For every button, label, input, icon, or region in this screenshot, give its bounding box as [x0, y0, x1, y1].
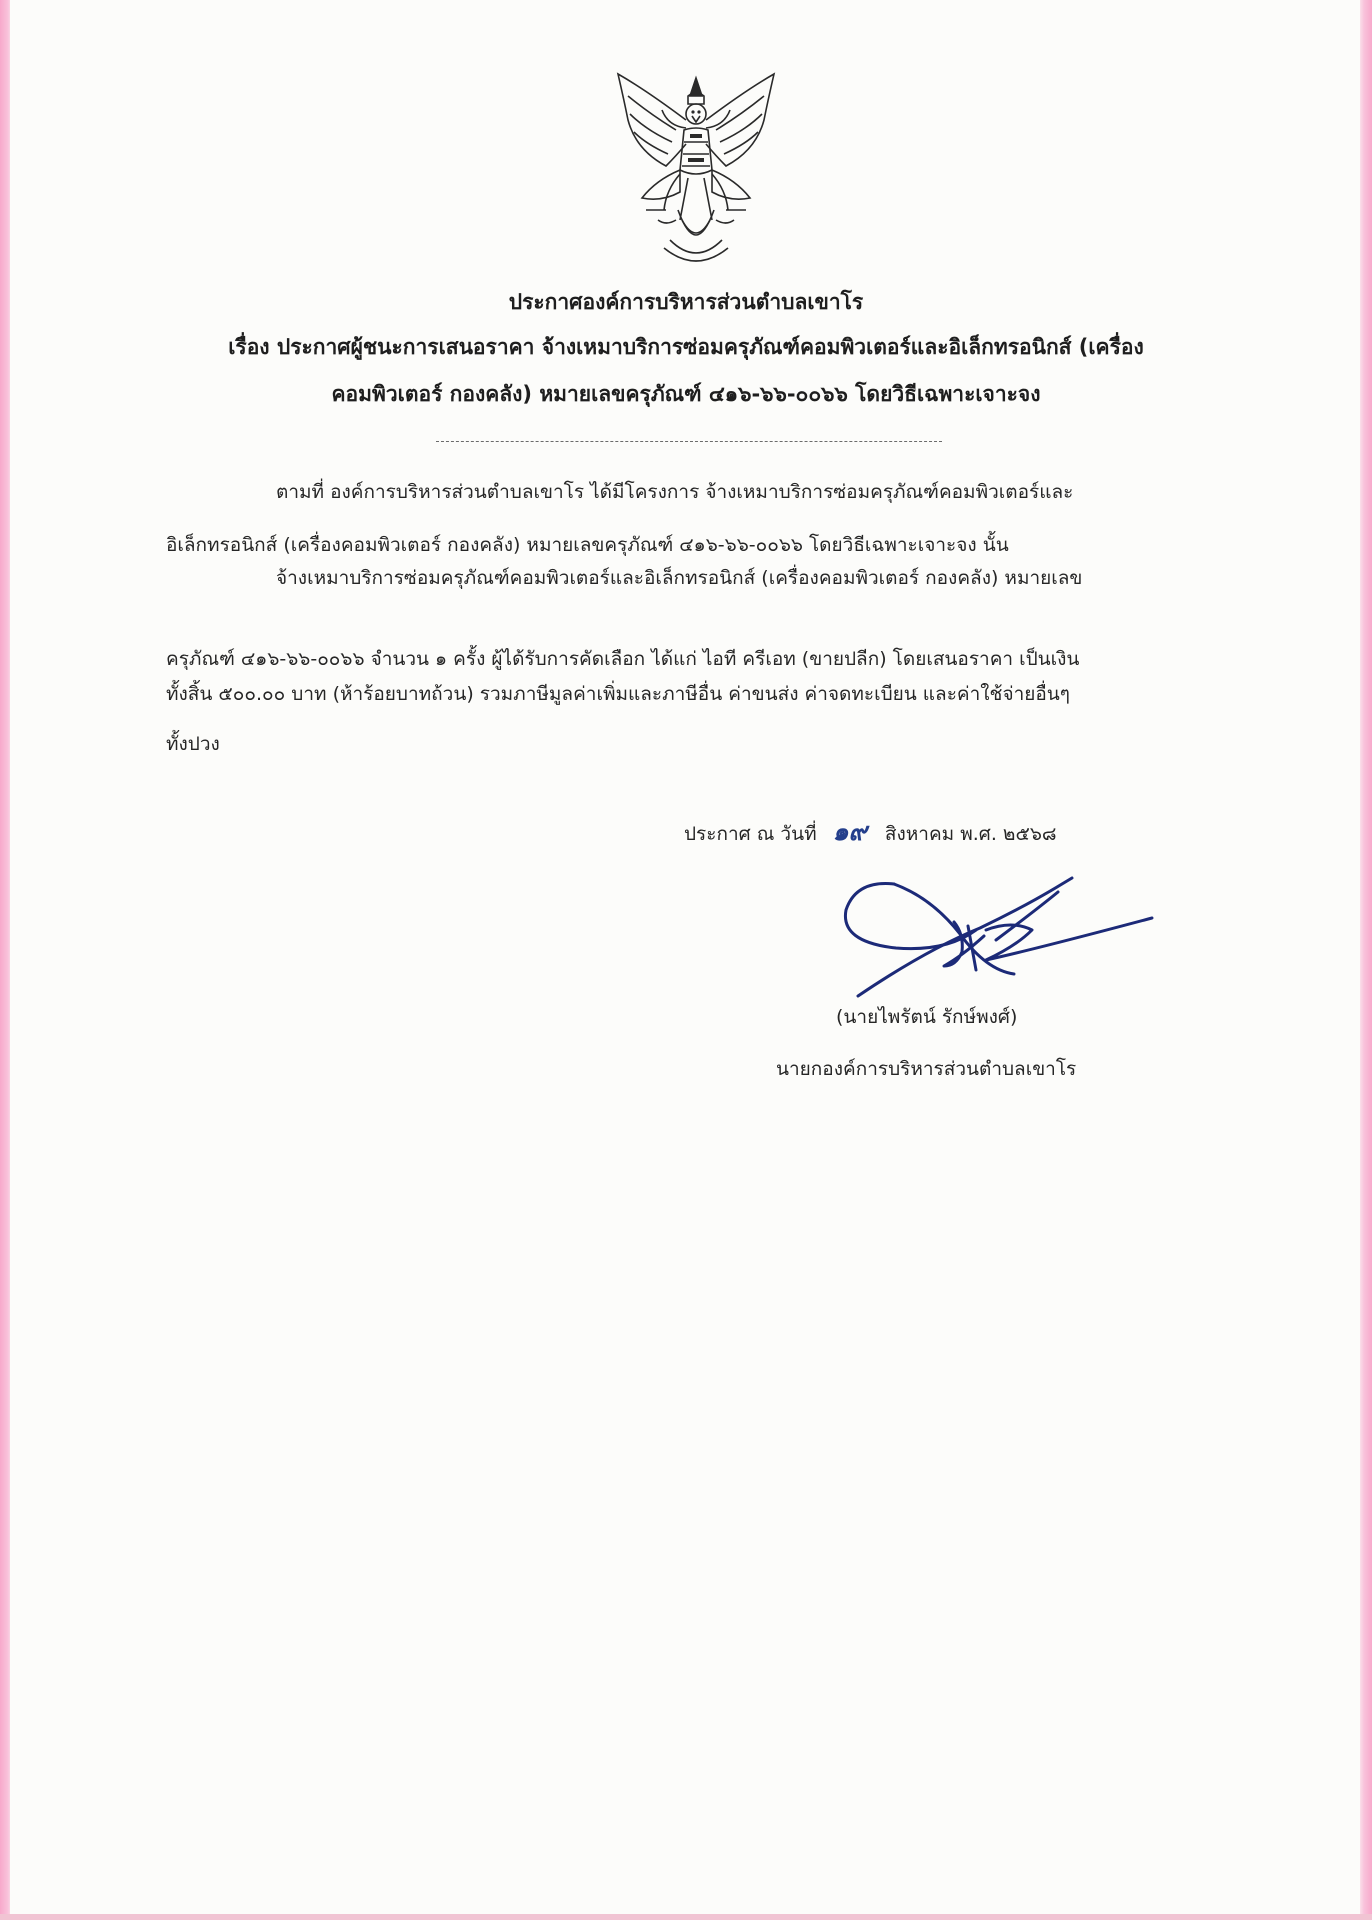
subject-line-2: คอมพิวเตอร์ กองคลัง) หมายเลขครุภัณฑ์ ๔๑๖-๖๖-๐๐๖๖ โดยวิธีเฉพาะเจาะจง	[331, 382, 1041, 406]
paragraph-2-line-3: ทั้งสิ้น ๕๐๐.๐๐ บาท (ห้าร้อยบาทถ้วน) รวมภาษีมูลค่าเพิ่มและภาษีอื่น ค่าขนส่ง ค่าจดทะเบียน และค่าใช้จ่ายอื่นๆ	[166, 683, 1070, 705]
paragraph-1-line-2: อิเล็กทรอนิกส์ (เครื่องคอมพิวเตอร์ กองคลัง) หมายเลขครุภัณฑ์ ๔๑๖-๖๖-๐๐๖๖ โดยวิธีเฉพาะเจาะจง นั้น	[166, 534, 1009, 556]
announcement-date	[684, 812, 1057, 852]
garuda-emblem	[606, 70, 786, 270]
paragraph-1-line-1: ตามที่ องค์การบริหารส่วนตำบลเขาโร ได้มีโครงการ จ้างเหมาบริการซ่อมครุภัณฑ์คอมพิวเตอร์และ	[276, 481, 1074, 503]
document-title: ประกาศองค์การบริหารส่วนตำบลเขาโร	[508, 290, 864, 314]
date-month-year: สิงหาคม พ.ศ. ๒๕๖๘	[884, 823, 1057, 845]
dashed-divider	[436, 441, 942, 442]
paragraph-2-line-4: ทั้งปวง	[166, 733, 220, 755]
subject-line-1: เรื่อง ประกาศผู้ชนะการเสนอราคา จ้างเหมาบริการซ่อมครุภัณฑ์คอมพิวเตอร์และอิเล็กทรอนิกส์ (เครื่อง	[228, 335, 1144, 359]
date-prefix: ประกาศ ณ วันที่	[684, 823, 817, 845]
paragraph-2-line-2: ครุภัณฑ์ ๔๑๖-๖๖-๐๐๖๖ จำนวน ๑ ครั้ง ผู้ได้รับการคัดเลือก ได้แก่ ไอที ครีเอท (ขายปลีก) โดยเสนอราคา เป็นเงิน	[166, 648, 1080, 670]
page-bottom-edge	[0, 1914, 1372, 1920]
handwritten-signature	[836, 870, 1156, 1000]
signatory-name: (นายไพรัตน์ รักษ์พงศ์)	[836, 1006, 1018, 1028]
signatory-position: นายกองค์การบริหารส่วนตำบลเขาโร	[776, 1058, 1077, 1080]
handwritten-day: ๑๙	[832, 817, 867, 846]
paragraph-2-line-1: จ้างเหมาบริการซ่อมครุภัณฑ์คอมพิวเตอร์และอิเล็กทรอนิกส์ (เครื่องคอมพิวเตอร์ กองคลัง) หมายเลข	[276, 567, 1083, 589]
